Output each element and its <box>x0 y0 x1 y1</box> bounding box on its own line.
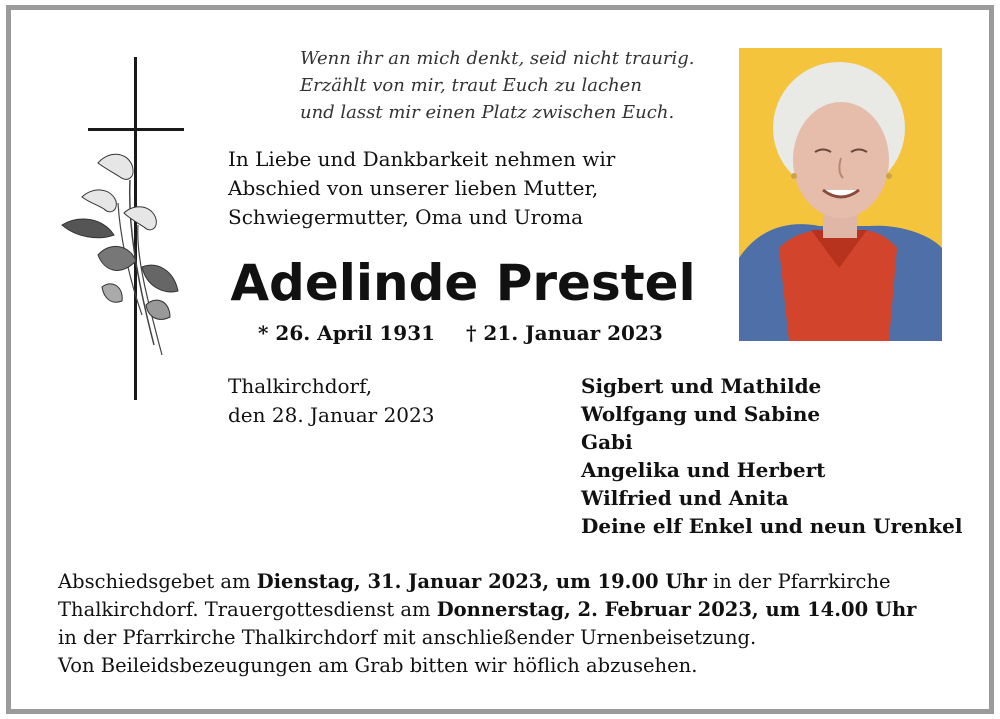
birth-date: * 26. April 1931 <box>258 321 436 345</box>
place: Thalkirchdorf, <box>228 374 373 398</box>
footer-line-2 <box>58 596 958 624</box>
footer-line-1 <box>58 568 958 596</box>
date: den 28. Januar 2023 <box>228 403 435 427</box>
footer-text: in der Pfarrkirche <box>706 570 891 593</box>
intro-text <box>228 145 698 232</box>
quote-line: und lasst mir einen Platz zwischen Euch. <box>300 102 675 123</box>
calla-lily-icon <box>62 154 178 355</box>
family-member: Wolfgang und Sabine <box>581 402 821 426</box>
place-date <box>228 372 434 430</box>
intro-line: Schwiegermutter, Oma und Uroma <box>228 205 584 229</box>
family-member: Wilfried und Anita <box>581 486 789 510</box>
family-member: Angelika und Herbert <box>581 458 826 482</box>
quote-line: Erzählt von mir, traut Euch zu lachen <box>300 75 642 96</box>
footer-text: Thalkirchdorf. Trauergottesdienst am <box>58 598 437 621</box>
deceased-name: Adelinde Prestel <box>230 254 696 312</box>
intro-line: Abschied von unserer lieben Mutter, <box>228 176 599 200</box>
family-member: Gabi <box>581 430 633 454</box>
prayer-datetime: Dienstag, 31. Januar 2023, um 19.00 Uhr <box>256 570 707 593</box>
service-datetime: Donnerstag, 2. Februar 2023, um 14.00 Uhr <box>436 598 917 621</box>
portrait-photo <box>739 48 942 341</box>
footer-line-3: in der Pfarrkirche Thalkirchdorf mit anschließender Urnenbeisetzung. <box>58 626 757 649</box>
family-member: Deine elf Enkel und neun Urenkel <box>581 514 963 538</box>
quote-block <box>300 45 730 126</box>
cross-icon <box>58 55 198 405</box>
service-details <box>58 568 958 680</box>
footer-text: Abschiedsgebet am <box>58 570 257 593</box>
family-list <box>581 372 961 540</box>
quote-line: Wenn ihr an mich denkt, seid nicht traurig. <box>300 48 695 69</box>
family-member: Sigbert und Mathilde <box>581 374 822 398</box>
death-date: † 21. Januar 2023 <box>466 321 663 345</box>
intro-line: In Liebe und Dankbarkeit nehmen wir <box>228 147 616 171</box>
footer-line-4: Von Beileidsbezeugungen am Grab bitten wir höflich abzusehen. <box>58 654 698 677</box>
